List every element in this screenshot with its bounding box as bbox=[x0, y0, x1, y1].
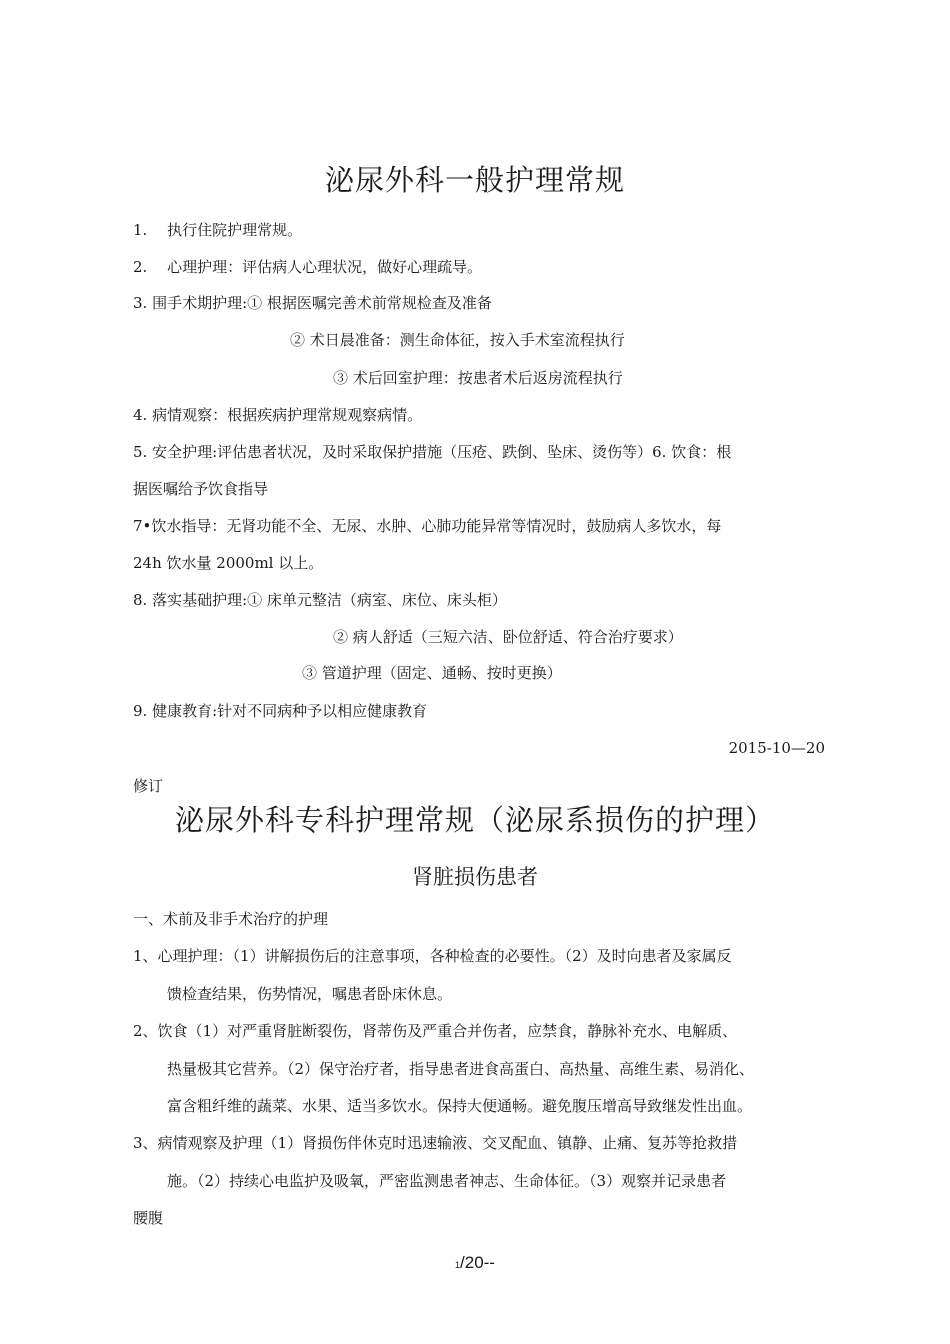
section-subtitle: 肾脏损伤患者 bbox=[412, 865, 538, 889]
page-number bbox=[0, 1252, 950, 1276]
list-item: 9. 健康教育:针对不同病种予以相应健康教育 bbox=[133, 702, 428, 720]
list-item: 4. 病情观察：根据疾病护理常规观察病情。 bbox=[133, 406, 423, 424]
list-item: 24h 饮水量 2000ml 以上。 bbox=[133, 554, 324, 572]
list-item: ② 病人舒适（三短六洁、卧位舒适、符合治疗要求） bbox=[333, 628, 683, 646]
list-item: 5. 安全护理:评估患者状况，及时采取保护措施（压疮、跌倒、坠床、烫伤等）6. 饮食：根 bbox=[133, 443, 732, 461]
list-item: 1. 执行住院护理常规。 bbox=[133, 221, 303, 239]
list-item: 2. 心理护理：评估病人心理状况，做好心理疏导。 bbox=[133, 258, 483, 276]
list-item: 馈检查结果，伤势情况，嘱患者卧床休息。 bbox=[167, 985, 453, 1003]
list-item: 腰腹 bbox=[133, 1209, 164, 1227]
list-item: 2、饮食（1）对严重肾脏断裂伤，肾蒂伤及严重合并伤者，应禁食，静脉补充水、电解质、 bbox=[133, 1022, 738, 1040]
list-item: 据医嘱给予饮食指导 bbox=[133, 480, 269, 498]
list-item: ③ 术后回室护理：按患者术后返房流程执行 bbox=[333, 369, 623, 387]
list-item: 富含粗纤维的蔬菜、水果、适当多饮水。保持大便通畅。避免腹压增高导致继发性出血。 bbox=[167, 1097, 753, 1115]
list-item: 3. 围手术期护理:① 根据医嘱完善术前常规检查及准备 bbox=[133, 294, 492, 312]
page-number-text: /20-- bbox=[460, 1253, 495, 1272]
list-item: 8. 落实基础护理:① 床单元整洁（病室、床位、床头柜） bbox=[133, 591, 507, 609]
list-item: 施。（2）持续心电监护及吸氧，严密监测患者神志、生命体征。（3）观察并记录患者 bbox=[167, 1172, 727, 1190]
page-title: 泌尿外科一般护理常规 bbox=[324, 163, 625, 197]
list-item: 一、术前及非手术治疗的护理 bbox=[133, 910, 329, 928]
revision-label: 修订 bbox=[133, 777, 164, 795]
page-number-prefix: 1 bbox=[455, 1260, 461, 1270]
list-item: 1、心理护理：（1）讲解损伤后的注意事项，各种检查的必要性。（2）及时向患者及家属反 bbox=[133, 947, 732, 965]
list-item: 7•饮水指导：无肾功能不全、无尿、水肿、心肺功能异常等情况时，鼓励病人多饮水，每 bbox=[133, 517, 722, 535]
list-item: ③ 管道护理（固定、通畅、按时更换） bbox=[302, 664, 562, 682]
revision-date: 2015-10—20 bbox=[728, 739, 825, 757]
list-item: 热量极其它营养。（2）保守治疗者，指导患者进食高蛋白、高热量、高维生素、易消化、 bbox=[167, 1060, 755, 1078]
list-item: 3、病情观察及护理（1）肾损伤伴休克时迅速输液、交叉配血、镇静、止痛、复苏等抢救措 bbox=[133, 1134, 738, 1152]
section-title: 泌尿外科专科护理常规（泌尿系损伤的护理） bbox=[174, 803, 775, 837]
list-item: ② 术日晨准备：测生命体征，按入手术室流程执行 bbox=[290, 331, 625, 349]
